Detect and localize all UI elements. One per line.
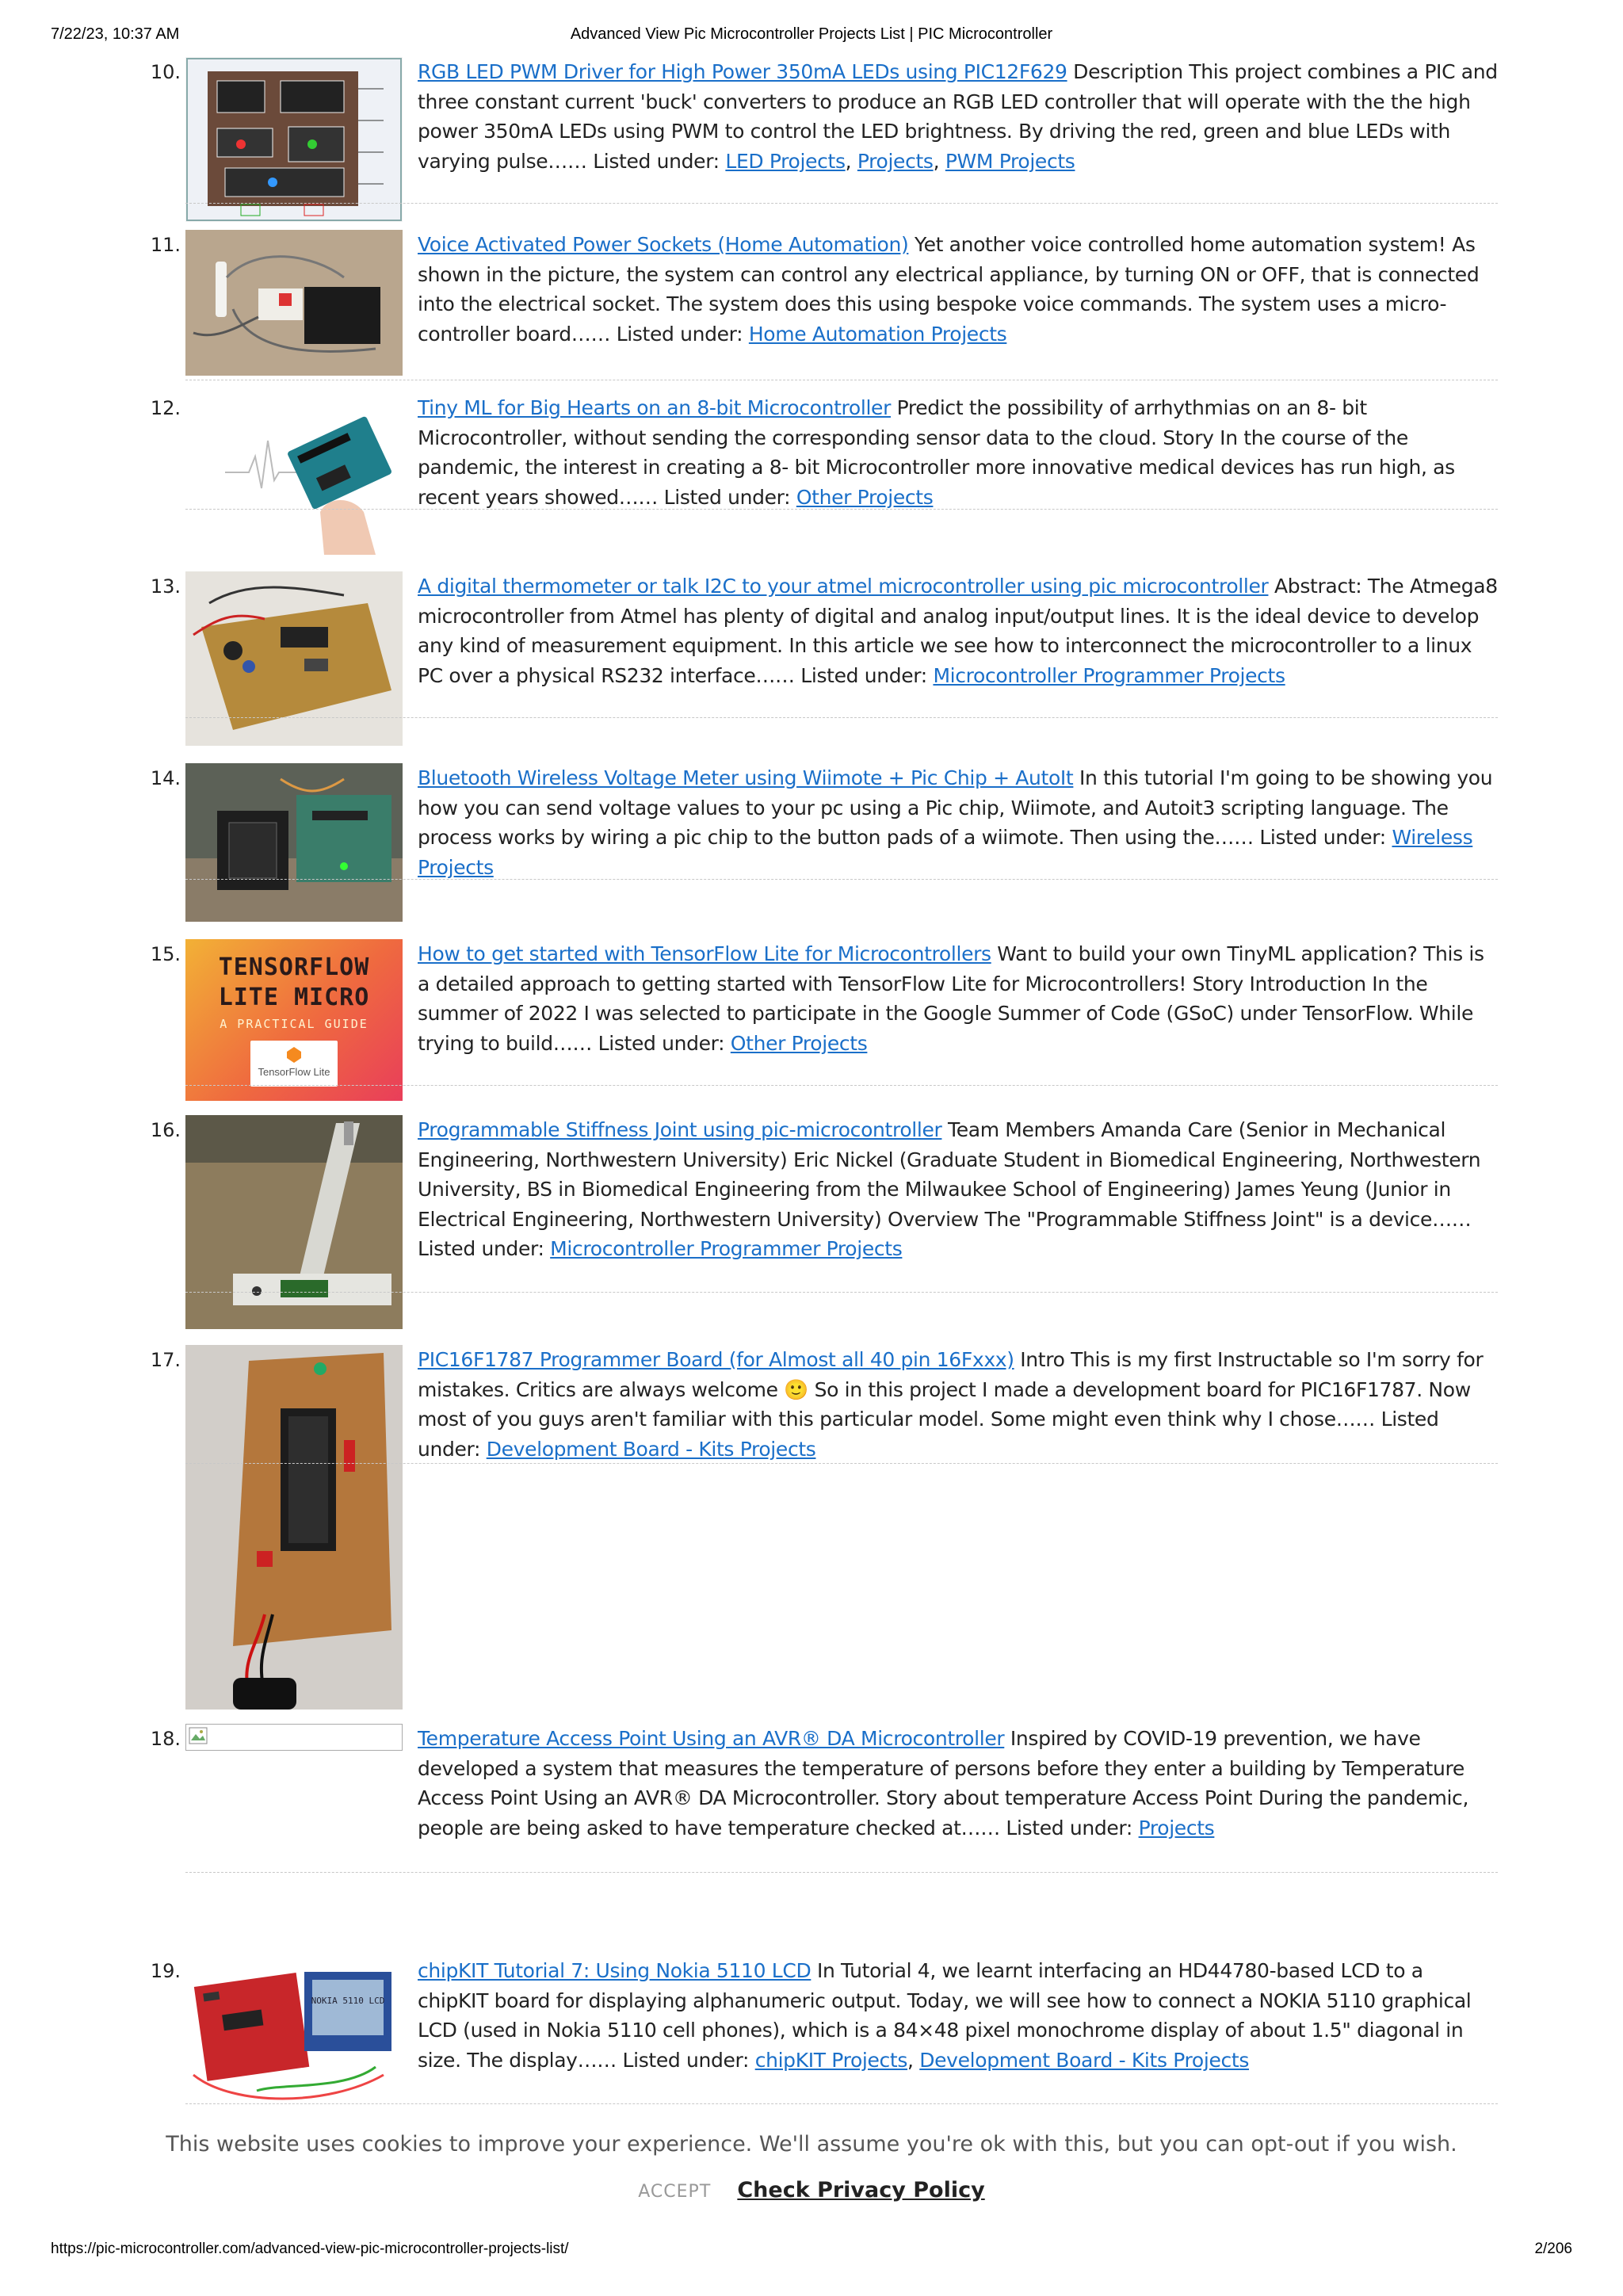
tensorflow-thumbnail[interactable] (185, 939, 403, 1101)
breadboard-thumbnail[interactable] (185, 763, 403, 922)
item-text: Abstract: The Atmega8 microcontroller from Atmel has plenty of digital and analog input/output lines. It is the ideal device to develop any kind of measurement equipment. In this article we see how to interconnect the microcontroller to a linux PC over a physical RS232 interface…… Listed under: (418, 575, 1498, 687)
item-title-link[interactable]: Programmable Stiffness Joint using pic-microcontroller (418, 1118, 942, 1141)
item-title-link[interactable]: A digital thermometer or talk I2C to your atmel microcontroller using pic microcontroller (418, 575, 1269, 598)
item-title-link[interactable]: How to get started with TensorFlow Lite for Microcontrollers (418, 942, 991, 965)
item-description (418, 763, 1499, 882)
joint-device-thumbnail[interactable] (185, 1115, 403, 1329)
category-link[interactable]: LED Projects (725, 149, 846, 173)
item-description (418, 1345, 1499, 1464)
item-number: 19. (150, 1960, 181, 1982)
category-link[interactable]: Microcontroller Programmer Projects (933, 663, 1285, 687)
chipkit-lcd-thumbnail[interactable] (185, 1956, 403, 2113)
item-text: Team Members Amanda Care (Senior in Mechanical Engineering, Northwestern University) Eric Nickel (Graduate Student in Biomedical Engineering, Northwestern University, BS in Biomedical Engineering from the Milwaukee School of Engineering) James Yeung (Junior in Electrical Engineering, Northwestern University) Overview The "Programmable Stiffness Joint" is a device…… Listed under: (418, 1118, 1481, 1260)
item-title-link[interactable]: RGB LED PWM Driver for High Power 350mA LEDs using PIC12F629 (418, 60, 1067, 83)
page-url: https://pic-microcontroller.com/advanced-view-pic-microcontroller-projects-list/ (51, 2241, 569, 2257)
item-description (418, 939, 1499, 1058)
broken-image-icon[interactable] (185, 1724, 403, 1751)
category-link[interactable]: Home Automation Projects (748, 322, 1007, 346)
item-number: 11. (150, 234, 181, 256)
item-text: Predict the possibility of arrhythmias on an 8- bit Microcontroller, without sending the corresponding sensor data to the cloud. Story In the course of the pandemic, the interest in creating a 8- bit Microcontroller more innovative medical devices has run high, as recent years showed…… Listed under: (418, 396, 1455, 509)
item-divider (185, 509, 1498, 510)
print-header (51, 25, 1572, 49)
item-divider (185, 717, 1498, 718)
item-number: 10. (150, 61, 181, 83)
item-divider (185, 203, 1498, 204)
print-footer (51, 2241, 1572, 2264)
item-text: Inspired by COVID-19 prevention, we have developed a system that measures the temperature of persons before they enter a building by Temperature Access Point Using an AVR® DA Microcontroller. Story about temperature Access Point During the pandemic, people are being asked to have temperature checked at…… Listed under: (418, 1727, 1469, 1839)
privacy-policy-link[interactable]: Check Privacy Policy (737, 2178, 985, 2202)
item-divider (185, 2103, 1498, 2104)
item-description (418, 230, 1499, 349)
heartbeat-board-thumbnail[interactable] (185, 393, 403, 555)
item-number: 12. (150, 397, 181, 419)
item-title-link[interactable]: Temperature Access Point Using an AVR® DA Microcontroller (418, 1727, 1005, 1750)
category-link[interactable]: chipKIT Projects (754, 2048, 908, 2072)
item-text: Yet another voice controlled home automation system! As shown in the picture, the system can control any electrical appliance, by turning ON or OFF, that is connected into the electrical socket. The system does this using bespoke voice commands. The system uses a micro-controller board…… Listed under: (418, 233, 1480, 346)
accept-cookies-button[interactable]: ACCEPT (638, 2182, 712, 2202)
item-text: Intro This is my first Instructable so I'm sorry for mistakes. Critics are always welcome 🙂 So in this project I made a development board for PIC16F1787. Now most of you guys aren't familiar with this particular model. Some might even think why I chose…… Listed under: (418, 1348, 1484, 1461)
category-link[interactable]: Other Projects (730, 1031, 868, 1055)
item-number: 13. (150, 575, 181, 598)
cookie-message: This website uses cookies to improve your experience. We'll assume you're ok with this, but you can opt-out if you wish. (166, 2132, 1457, 2157)
item-title-link[interactable]: PIC16F1787 Programmer Board (for Almost all 40 pin 16Fxxx) (418, 1348, 1014, 1371)
print-date: 7/22/23, 10:37 AM (51, 25, 180, 43)
schematic-thumbnail[interactable] (185, 57, 403, 222)
category-link[interactable]: Microcontroller Programmer Projects (550, 1237, 903, 1260)
item-divider (185, 1872, 1498, 1873)
category-link[interactable]: Projects (1138, 1816, 1215, 1839)
item-title-link[interactable]: Bluetooth Wireless Voltage Meter using Wiimote + Pic Chip + AutoIt (418, 766, 1074, 789)
cookie-actions (0, 2178, 1623, 2202)
item-text: Description This project combines a PIC and three constant current 'buck' converters to produce an RGB LED controller that will operate with the the high power 350mA LEDs using PWM to control the LED brightness. By driving the red, green and blue LEDs with varying pulse…… Listed under: (418, 60, 1498, 173)
tensorflow-logo-icon (287, 1047, 301, 1063)
item-description (418, 393, 1499, 512)
item-divider (185, 1085, 1498, 1086)
item-divider (185, 1463, 1498, 1464)
item-description (418, 571, 1499, 690)
item-description (418, 1115, 1499, 1264)
item-title-link[interactable]: Tiny ML for Big Hearts on an 8-bit Microcontroller (418, 396, 892, 419)
category-link[interactable]: Development Board - Kits Projects (486, 1437, 816, 1461)
perfboard-thumbnail[interactable] (185, 1345, 403, 1710)
thumb-title-line2: LITE MICRO (218, 984, 370, 1011)
item-text: In Tutorial 4, we learnt interfacing an HD44780-based LCD to a chipKIT board for displaying alphanumeric output. Today, we will see how to connect a NOKIA 5110 graphical LCD (used in Nokia 5110 cell phones), which is a 84×48 pixel monochrome display of about 1.5" diagonal in size. The display…… Listed under: (418, 1959, 1472, 2072)
item-number: 17. (150, 1349, 181, 1371)
item-number: 14. (150, 767, 181, 789)
lcd-label: NOKIA 5110 LCD (311, 1996, 385, 2006)
category-link[interactable]: PWM Projects (945, 149, 1075, 173)
thumb-subtitle: A PRACTICAL GUIDE (220, 1017, 369, 1031)
item-description (418, 1724, 1499, 1843)
item-description: RGB LED PWM Driver for High Power 350mA LEDs using PIC12F629 Description This project combines a PIC and three constant current 'buck' converters to produce an RGB LED controller that will operate with the the high power 350mA LEDs using PWM to control the LED brightness. By driving the red, green and blue LEDs with varying pulse…… Listed under: LED Projects, Projects, PWM Projects (418, 60, 1498, 173)
page-number: 2/206 (1534, 2241, 1572, 2257)
print-title: Advanced View Pic Microcontroller Projects List | PIC Microcontroller (570, 25, 1053, 43)
item-divider (185, 1292, 1498, 1293)
item-title-link[interactable]: chipKIT Tutorial 7: Using Nokia 5110 LCD (418, 1959, 812, 1982)
item-description: chipKIT Tutorial 7: Using Nokia 5110 LCD In Tutorial 4, we learnt interfacing an HD44780-based LCD to a chipKIT board for displaying alphanumeric output. Today, we will see how to connect a NOKIA 5110 graphical LCD (used in Nokia 5110 cell phones), which is a 84×48 pixel monochrome display of about 1.5" diagonal in size. The display…… Listed under: chipKIT Projects, Development Board - Kits Projects (418, 1959, 1472, 2072)
category-link[interactable]: Development Board - Kits Projects (919, 2048, 1250, 2072)
category-link[interactable]: Wireless Projects (418, 826, 1473, 879)
thumb-title-line1: TENSORFLOW (218, 953, 370, 981)
tensorflow-badge-label: TensorFlow Lite (258, 1066, 330, 1078)
item-number: 18. (150, 1728, 181, 1750)
pcb-thumbnail[interactable] (185, 571, 403, 746)
item-number: 16. (150, 1119, 181, 1141)
item-number: 15. (150, 943, 181, 965)
category-link[interactable]: Other Projects (796, 485, 934, 509)
item-divider (185, 879, 1498, 880)
item-title-link[interactable]: Voice Activated Power Sockets (Home Automation) (418, 233, 909, 256)
item-text: In this tutorial I'm going to be showing you how you can send voltage values to your pc using a Pic chip, Wiimote, and Autoit3 scripting language. The process works by wiring a pic chip to the button pads of a wiimote. Then using the…… Listed under: (418, 766, 1493, 849)
power-socket-thumbnail[interactable] (185, 230, 403, 376)
tensorflow-badge (250, 1041, 338, 1087)
item-text: Want to build your own TinyML application? This is a detailed approach to getting started with TensorFlow Lite for Microcontrollers! Story Introduction In the summer of 2022 I was selected to participate in the Google Summer of Code (GSoC) under TensorFlow. While trying to build…… Listed under: (418, 942, 1484, 1055)
category-link[interactable]: Projects (857, 149, 934, 173)
